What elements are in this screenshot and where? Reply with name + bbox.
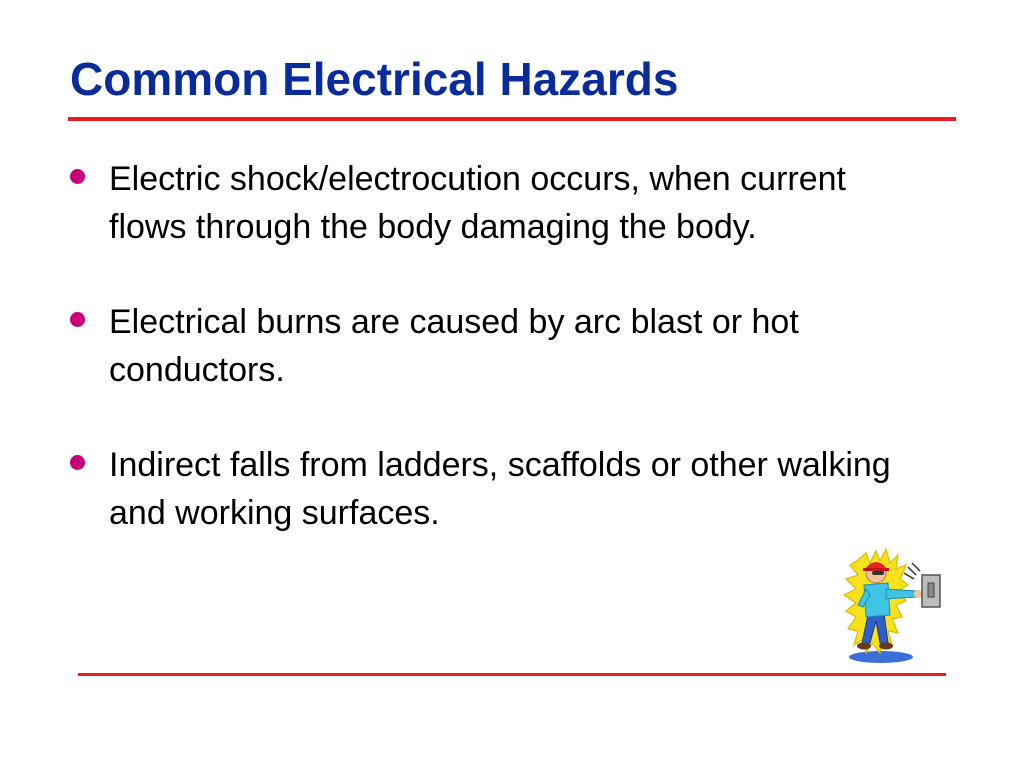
slide-title: Common Electrical Hazards	[70, 53, 679, 105]
bullet-item	[70, 155, 920, 251]
bullet-dot-icon	[70, 455, 85, 470]
electrocuted-worker-icon	[836, 545, 946, 665]
bullet-item	[70, 441, 920, 537]
bullet-text: Electrical burns are caused by arc blast or hot conductors.	[109, 303, 799, 389]
bullet-text: Indirect falls from ladders, scaffolds or other walking and working surfaces.	[109, 446, 891, 532]
bullet-dot-icon	[70, 312, 85, 327]
bullet-list	[70, 155, 920, 584]
bullet-dot-icon	[70, 169, 85, 184]
title-divider	[68, 117, 956, 121]
bullet-item	[70, 298, 920, 394]
bullet-text: Electric shock/electrocution occurs, when current flows through the body damaging the body.	[109, 160, 846, 246]
footer-divider	[78, 673, 946, 676]
